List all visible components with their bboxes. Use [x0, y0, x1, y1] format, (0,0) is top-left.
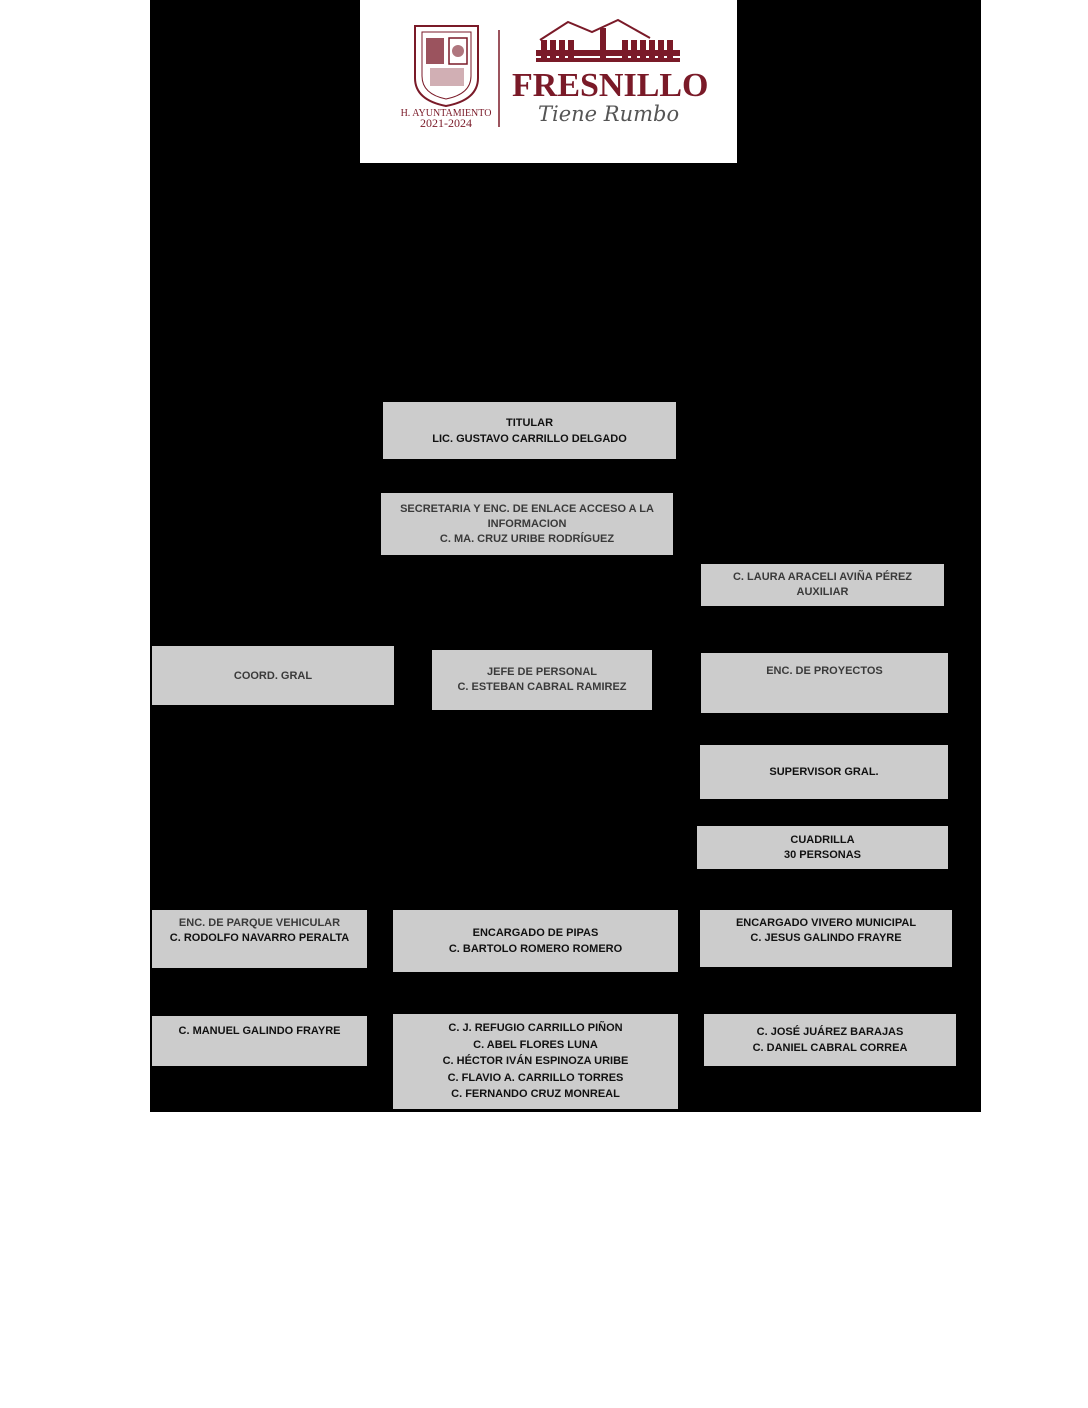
parque-vehicular-role: ENC. DE PARQUE VEHICULAR: [178, 917, 341, 929]
brand-tagline: Tiene Rumbo: [538, 102, 680, 126]
pipas-staff-member: C. FLAVIO A. CARRILLO TORRES: [447, 1071, 624, 1084]
pipas-staff-member: C. ABEL FLORES LUNA: [473, 1038, 598, 1051]
auxiliar-box: [701, 564, 944, 606]
vivero-role: ENCARGADO VIVERO MUNICIPAL: [735, 917, 917, 929]
supervisor-box: [700, 745, 948, 799]
coord-gral-role: COORD. GRAL: [233, 669, 313, 682]
secretaria-name: C. MA. CRUZ URIBE RODRÍGUEZ: [439, 532, 615, 545]
pipas-staff-member: C. HÉCTOR IVÁN ESPINOZA URIBE: [442, 1055, 629, 1068]
parque-staff-member: C. MANUEL GALINDO FRAYRE: [178, 1025, 341, 1037]
secretaria-box: [381, 493, 673, 555]
coord-gral-box: [152, 646, 394, 705]
parque-vehicular-box: [152, 910, 367, 968]
brand-name: FRESNILLO: [512, 67, 709, 104]
cuadrilla-role: CUADRILLA: [790, 833, 855, 846]
supervisor-role: SUPERVISOR GRAL.: [769, 766, 879, 778]
cuadrilla-box: [697, 826, 948, 869]
pipas-box: [393, 910, 678, 972]
jefe-personal-role: JEFE DE PERSONAL: [486, 666, 598, 678]
vivero-staff-member: C. DANIEL CABRAL CORREA: [752, 1042, 908, 1054]
vivero-box: [700, 910, 952, 967]
titular-name: LIC. GUSTAVO CARRILLO DELGADO: [432, 432, 627, 445]
vivero-staff-box: [704, 1014, 956, 1066]
secretaria-role-cont: INFORMACION: [487, 517, 567, 530]
titular-box: [383, 402, 676, 459]
seal-caption-1: H. AYUNTAMIENTO: [400, 108, 492, 119]
pipas-staff-member: C. FERNANDO CRUZ MONREAL: [451, 1088, 620, 1101]
jefe-personal-box: [432, 650, 652, 710]
enc-proyectos-box: [701, 653, 948, 713]
pipas-staff-member: C. J. REFUGIO CARRILLO PIÑON: [448, 1022, 623, 1035]
pipas-role: ENCARGADO DE PIPAS: [472, 927, 599, 939]
jefe-personal-name: C. ESTEBAN CABRAL RAMIREZ: [457, 681, 627, 693]
cuadrilla-count: 30 PERSONAS: [783, 848, 862, 861]
pipas-staff-box: [393, 1014, 678, 1109]
titular-role: TITULAR: [505, 416, 554, 429]
vivero-name: C. JESUS GALINDO FRAYRE: [750, 932, 902, 944]
pipas-name: C. BARTOLO ROMERO ROMERO: [448, 943, 623, 955]
seal-shield-icon: [415, 26, 478, 106]
enc-proyectos-role: ENC. DE PROYECTOS: [766, 665, 883, 677]
secretaria-role: SECRETARIA Y ENC. DE ENLACE ACCESO A LA: [400, 502, 654, 515]
parque-staff-box: [152, 1016, 367, 1066]
auxiliar-name: C. LAURA ARACELI AVIÑA PÉREZ: [732, 571, 913, 583]
parque-vehicular-name: C. RODOLFO NAVARRO PERALTA: [169, 932, 350, 944]
building-skyline-icon: [536, 20, 680, 62]
auxiliar-role: AUXILIAR: [796, 586, 849, 598]
vivero-staff-member: C. JOSÉ JUÁREZ BARAJAS: [756, 1026, 904, 1038]
logo-graphic: [360, 0, 737, 163]
seal-caption-2: 2021-2024: [420, 116, 472, 130]
municipal-logo: [360, 0, 737, 163]
